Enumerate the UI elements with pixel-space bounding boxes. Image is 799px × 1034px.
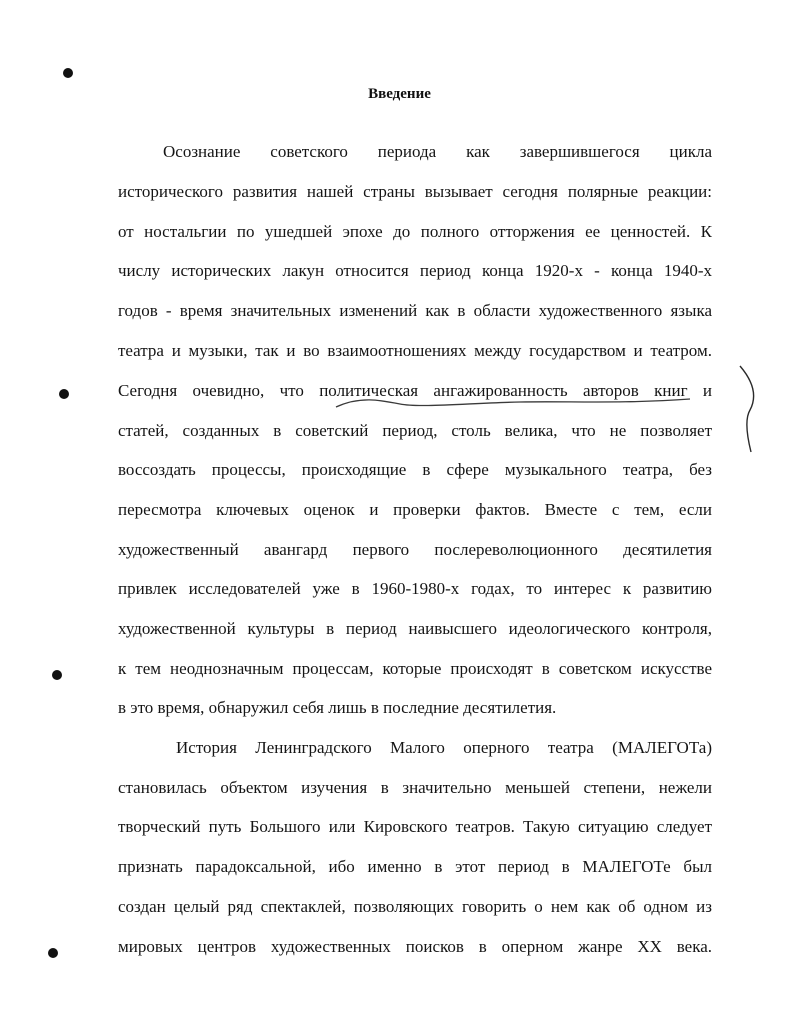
paragraph-line: мировых центров художественных поисков в оперном жанре XX века. bbox=[118, 937, 712, 956]
paragraph-line: создан целый ряд спектаклей, позволяющих говорить о нем как об одном из bbox=[118, 897, 712, 916]
punch-hole bbox=[63, 68, 73, 78]
paragraph-line: театра и музыки, так и во взаимоотношениях между государством и театром. bbox=[118, 341, 712, 360]
paragraph-line: к тем неоднозначным процессам, которые происходят в советском искусстве bbox=[118, 659, 712, 678]
paragraph-line: от ностальгии по ушедшей эпохе до полного отторжения ее ценностей. К bbox=[118, 222, 712, 241]
paragraph-line: числу исторических лакун относится период конца 1920-х - конца 1940-х bbox=[118, 261, 712, 280]
paragraph-line: воссоздать процессы, происходящие в сфере музыкального театра, без bbox=[118, 460, 712, 479]
punch-hole bbox=[48, 948, 58, 958]
paragraph-line: исторического развития нашей страны вызывает сегодня полярные реакции: bbox=[118, 182, 712, 201]
paragraph-line: пересмотра ключевых оценок и проверки фактов. Вместе с тем, если bbox=[118, 500, 712, 519]
paragraph-line: История Ленинградского Малого оперного театра (МАЛЕГОТа) bbox=[176, 738, 712, 757]
paragraph-line: Осознание советского периода как завершившегося цикла bbox=[163, 142, 712, 161]
punch-hole bbox=[52, 670, 62, 680]
paragraph-line: статей, созданных в советский период, столь велика, что не позволяет bbox=[118, 421, 712, 440]
paragraph-line: привлек исследователей уже в 1960-1980-х годах, то интерес к развитию bbox=[118, 579, 712, 598]
paragraph-line: годов - время значительных изменений как в области художественного языка bbox=[118, 301, 712, 320]
page-title: Введение bbox=[368, 86, 431, 102]
paragraph-line: становилась объектом изучения в значительно меньшей степени, нежели bbox=[118, 778, 712, 797]
paragraph-line: художественный авангард первого послереволюционного десятилетия bbox=[118, 540, 712, 559]
margin-bracket bbox=[740, 366, 754, 452]
paragraph-line: художественной культуры в период наивысшего идеологического контроля, bbox=[118, 619, 712, 638]
paragraph-line: Сегодня очевидно, что политическая ангажированность авторов книг и bbox=[118, 381, 712, 400]
paragraph-line: признать парадоксальной, ибо именно в этот период в МАЛЕГОТе был bbox=[118, 857, 712, 876]
punch-hole bbox=[59, 389, 69, 399]
paragraph-line: в это время, обнаружил себя лишь в последние десятилетия. bbox=[118, 698, 557, 717]
paragraph-line: творческий путь Большого или Кировского театров. Такую ситуацию следует bbox=[118, 817, 712, 836]
